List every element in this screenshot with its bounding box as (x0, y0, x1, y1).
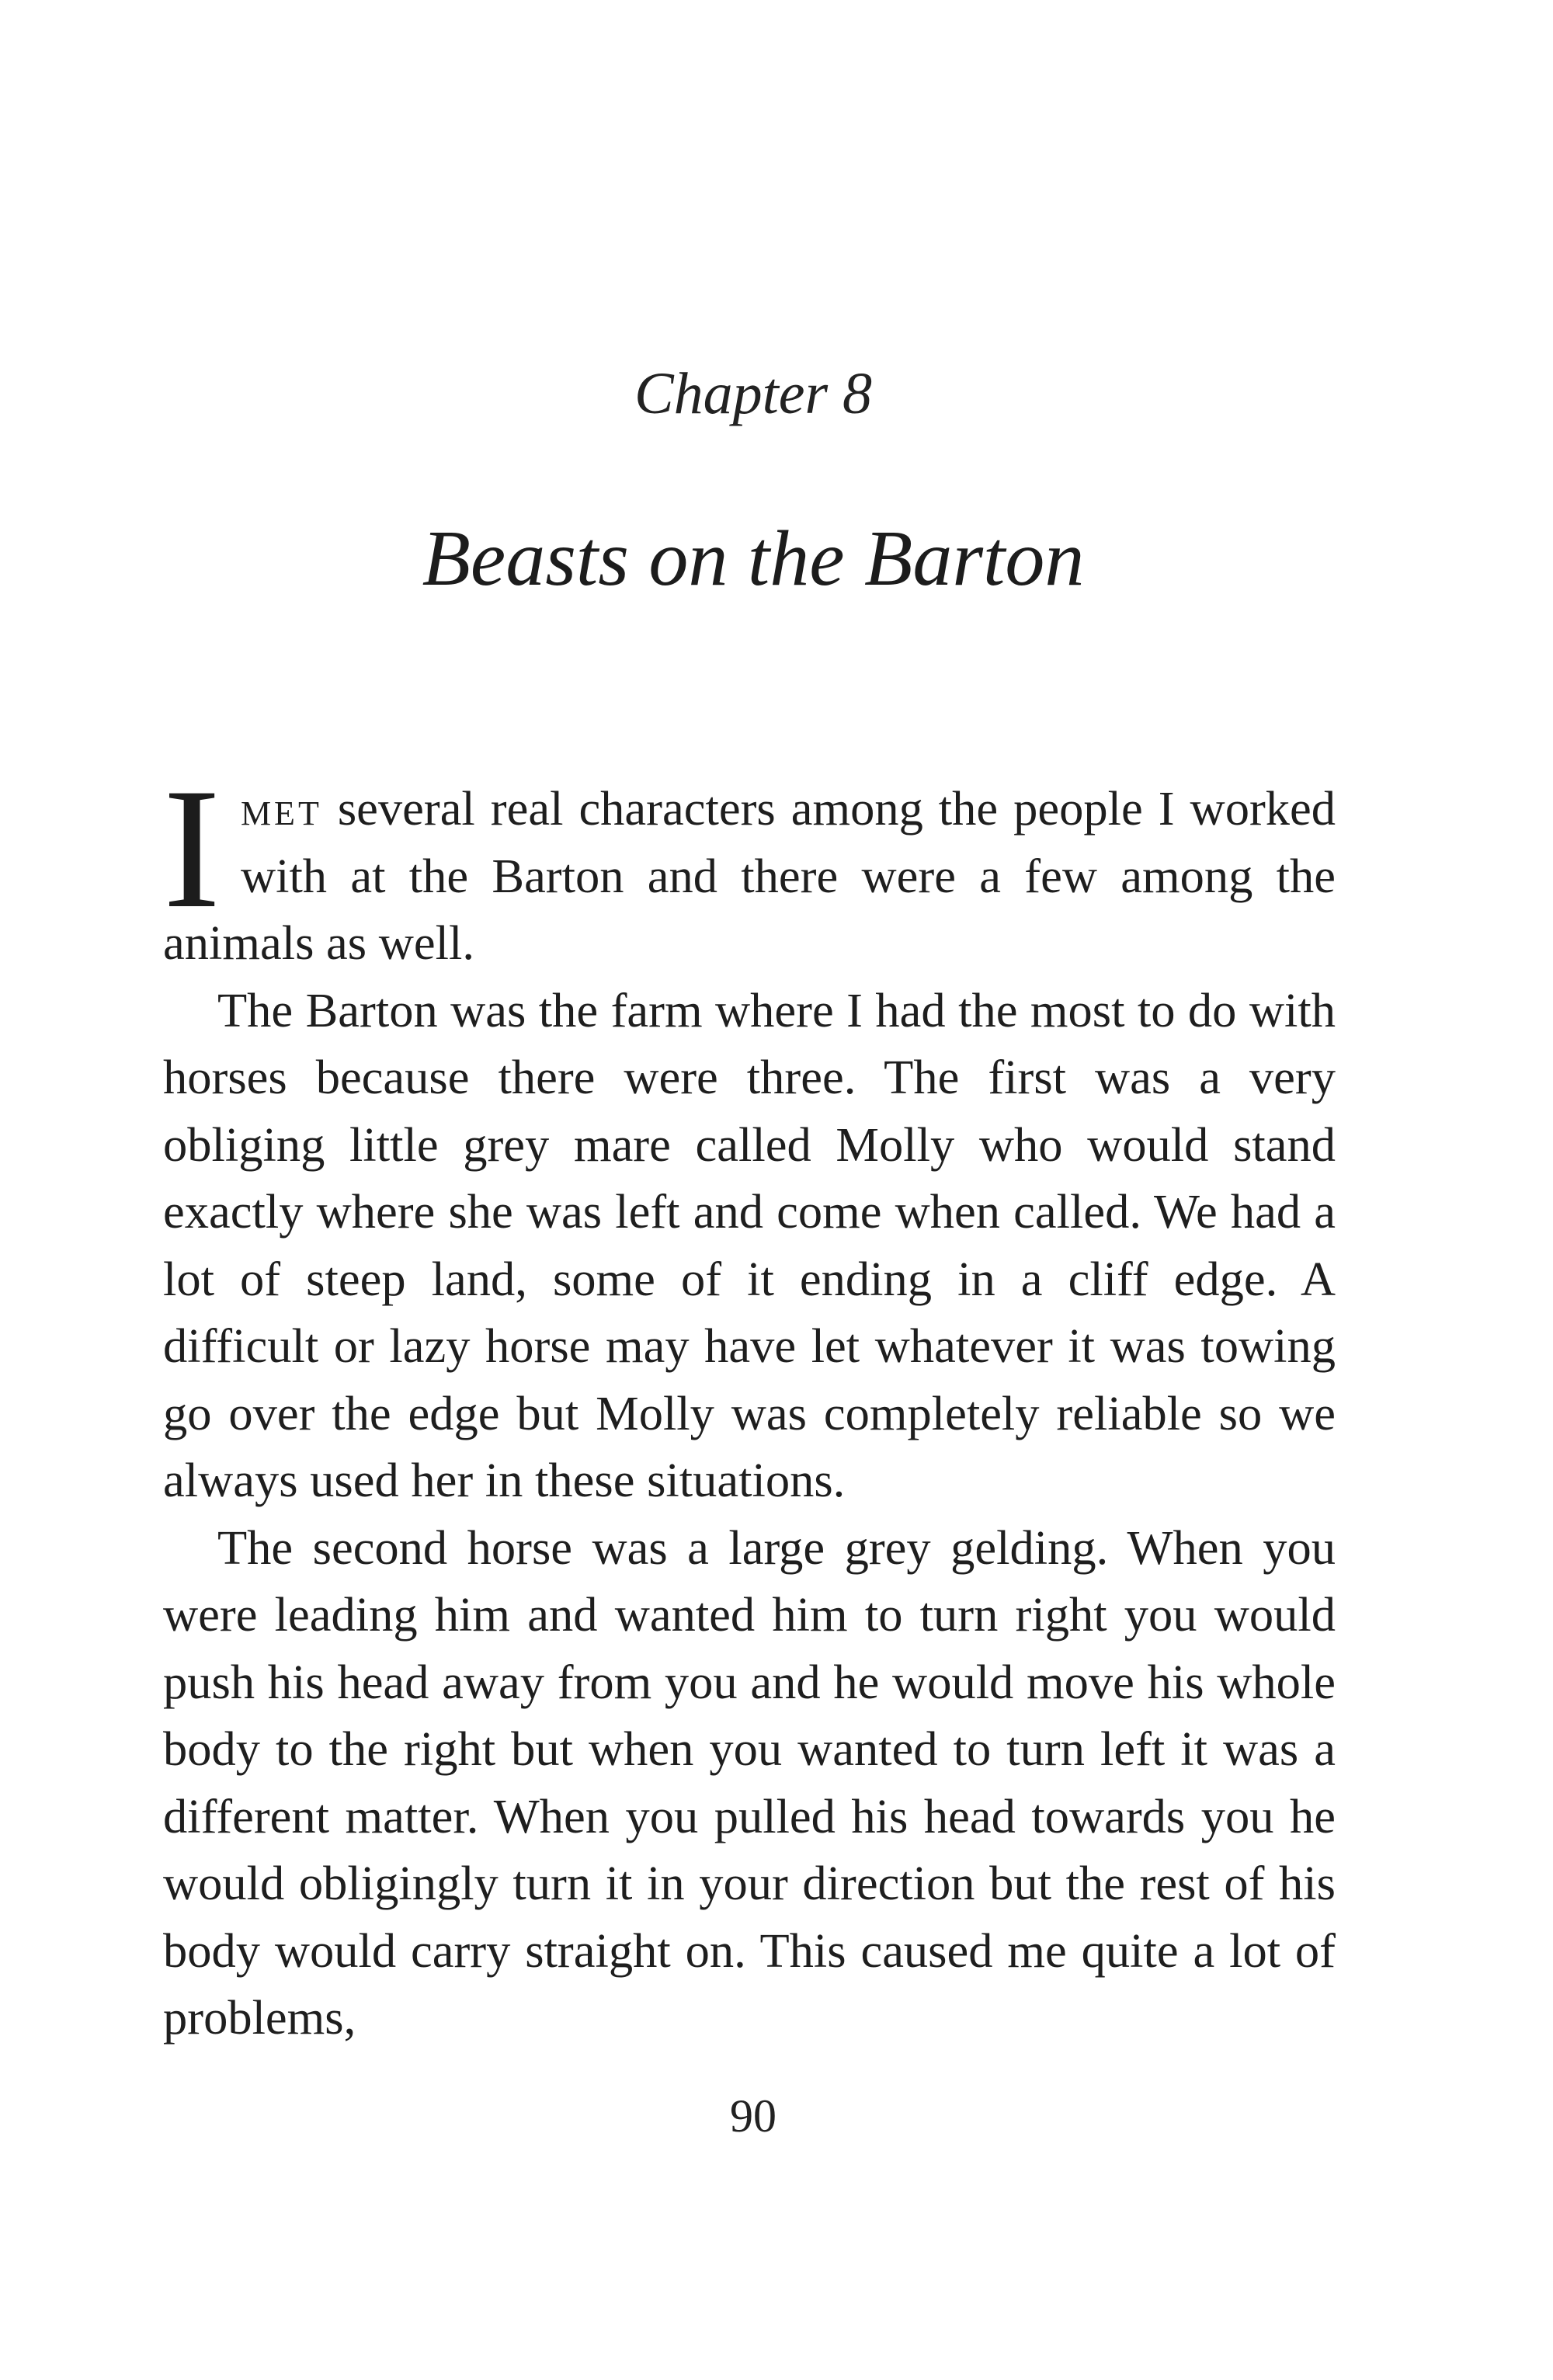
paragraph-2: The Barton was the farm where I had the most to do with horses because there were three. The first was a very obliging little grey mare called Molly who would stand exactly where she was left and come when called. We had a lot of steep land, some of it ending in a cliff edge. A difficult or lazy horse may have let whatever it was towing go over the edge but Molly was completely reliable so we always used her in these situations. (163, 982, 1336, 1507)
chapter-number: Chapter 8 (634, 361, 873, 426)
drop-cap: I (163, 753, 221, 944)
lead-in-small-caps: met (240, 781, 322, 836)
paragraph-1 (163, 753, 1336, 977)
body-text (163, 753, 1336, 2052)
paragraph-3: The second horse was a large grey gelding. When you were leading him and wanted him to turn right you would push his head away from you and he would move his whole body to the right but when you wanted to turn left it was a different matter. When you pulled his head towards you he would obligingly turn it in your direction but the rest of his body would carry straight on. This caused me quite a lot of problems, (163, 1520, 1336, 2045)
page-number: 90 (730, 2090, 776, 2142)
paragraph-1-text: several real characters among the people I worked with at the Barton and there were a few among the animals as well. (163, 781, 1336, 970)
chapter-title: Beasts on the Barton (422, 515, 1085, 603)
